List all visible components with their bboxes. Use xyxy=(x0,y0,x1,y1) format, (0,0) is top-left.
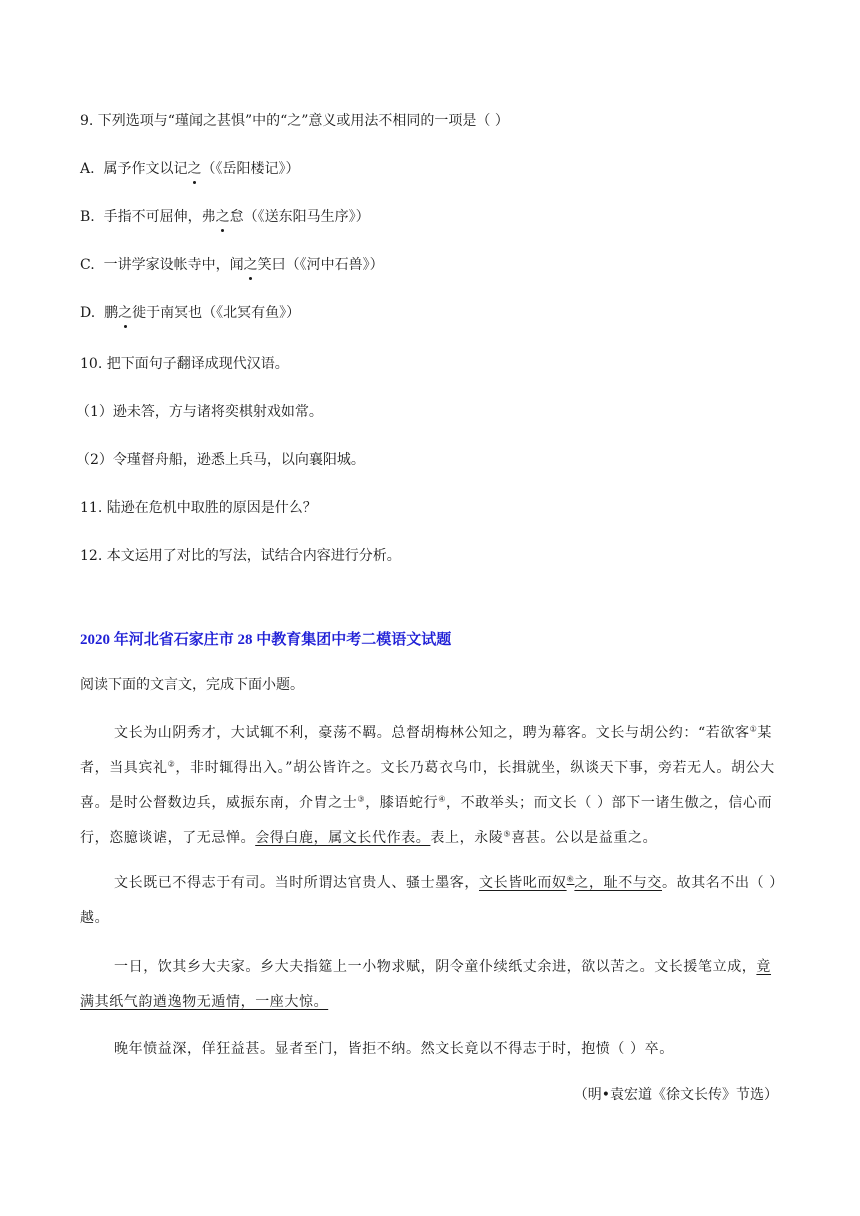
underlined-sentence-1: 会得白鹿，属文长代作表。 xyxy=(255,830,431,846)
question-10-part-2: （2）令瑾督舟船，逊悉上兵马，以向襄阳城。 xyxy=(76,452,365,468)
passage-source: （明•袁宏道《徐文长传》节选） xyxy=(573,1087,778,1103)
option-b-emphasis: 之 xyxy=(215,209,230,225)
passage-paragraph-4: 晚年愤益深，佯狂益甚。显者至门，皆拒不纳。然文长竟以不得志于时，抱愤（ ）卒。 xyxy=(114,1041,674,1057)
section-title: 2020 年河北省石家庄市 28 中教育集团中考二模语文试题 xyxy=(80,632,452,648)
question-10: 10. 把下面句子翻译成现代汉语。 xyxy=(80,356,289,372)
option-b xyxy=(80,207,370,227)
option-c-emphasis: 之 xyxy=(243,257,258,273)
question-12: 12. 本文运用了对比的写法，试结合内容进行分析。 xyxy=(80,548,401,564)
passage-paragraph-3: 一日，饮其乡大夫家。乡大夫指筵上一小物求赋，阴令童仆续纸丈余进，欲以苦之。文长援笔立成，竟满其纸气韵遒逸物无遁情，一座大惊。 xyxy=(80,959,772,1010)
option-a-emphasis: 之 xyxy=(187,161,202,177)
underlined-sentence-2b: 之，耻不与交 xyxy=(574,875,662,891)
option-a-label: A. xyxy=(80,161,95,177)
question-10-part-1: （1）逊未答，方与诸将奕棋射戏如常。 xyxy=(76,404,323,420)
section-instruction: 阅读下面的文言文，完成下面小题。 xyxy=(80,677,304,693)
question-11: 11. 陆逊在危机中取胜的原因是什么？ xyxy=(80,500,317,516)
option-d-post: 徙于南冥也（《北冥有鱼》） xyxy=(132,305,301,321)
classical-passage xyxy=(80,716,780,856)
passage-paragraph-2: 文长既已不得志于有司。当时所谓达官贵人、骚士墨客，文长皆叱而奴⑥之，耻不与交。故其名不出（ ）越。 xyxy=(80,874,777,926)
question-9: 9. 下列选项与“瑾闻之甚惧”中的“之”意义或用法不相同的一项是（ ） xyxy=(80,113,509,129)
option-d-emphasis: 之 xyxy=(118,305,133,321)
option-c-post: 笑曰（《河中石兽》） xyxy=(257,257,384,273)
option-a xyxy=(80,159,299,179)
option-d-pre: 鹏 xyxy=(104,305,119,321)
option-a-post: （《岳阳楼记》） xyxy=(201,161,300,177)
option-c-pre: 一讲学家设帐寺中，闻 xyxy=(103,257,244,273)
underlined-sentence-3: 竟满其纸气韵遒逸物无遁情，一座大惊。 xyxy=(80,959,772,1010)
underlined-sentence-2a: 文长皆叱而奴 xyxy=(479,875,567,891)
option-b-post: 怠（《送东阳马生序》） xyxy=(229,209,370,225)
passage-paragraph-1: 文长为山阴秀才，大试辄不利，豪荡不羁。总督胡梅林公知之，聘为幕客。文长与胡公约：“若欲客①某者，当具宾礼②，非时辄得出入。”胡公皆许之。文长乃葛衣乌巾，长揖就坐，纵谈天下事，旁若无人。胡公大喜。是时公督数边兵，威振东南，介胄之士③，膝语蛇行④，不敢举头；而文长（ ）部下一诸生傲之，信心而行，恣臆谈谑，了无忌惮。会得白鹿，属文长代作表。表上，永陵⑤喜甚。公以是益重之。 xyxy=(80,724,775,846)
option-d xyxy=(80,303,300,323)
option-b-label: B. xyxy=(80,209,95,225)
option-a-pre: 属予作文以记 xyxy=(103,161,188,177)
option-d-label: D. xyxy=(80,305,96,321)
option-c xyxy=(80,255,384,275)
option-c-label: C. xyxy=(80,257,95,273)
option-b-pre: 手指不可屈伸，弗 xyxy=(103,209,216,225)
